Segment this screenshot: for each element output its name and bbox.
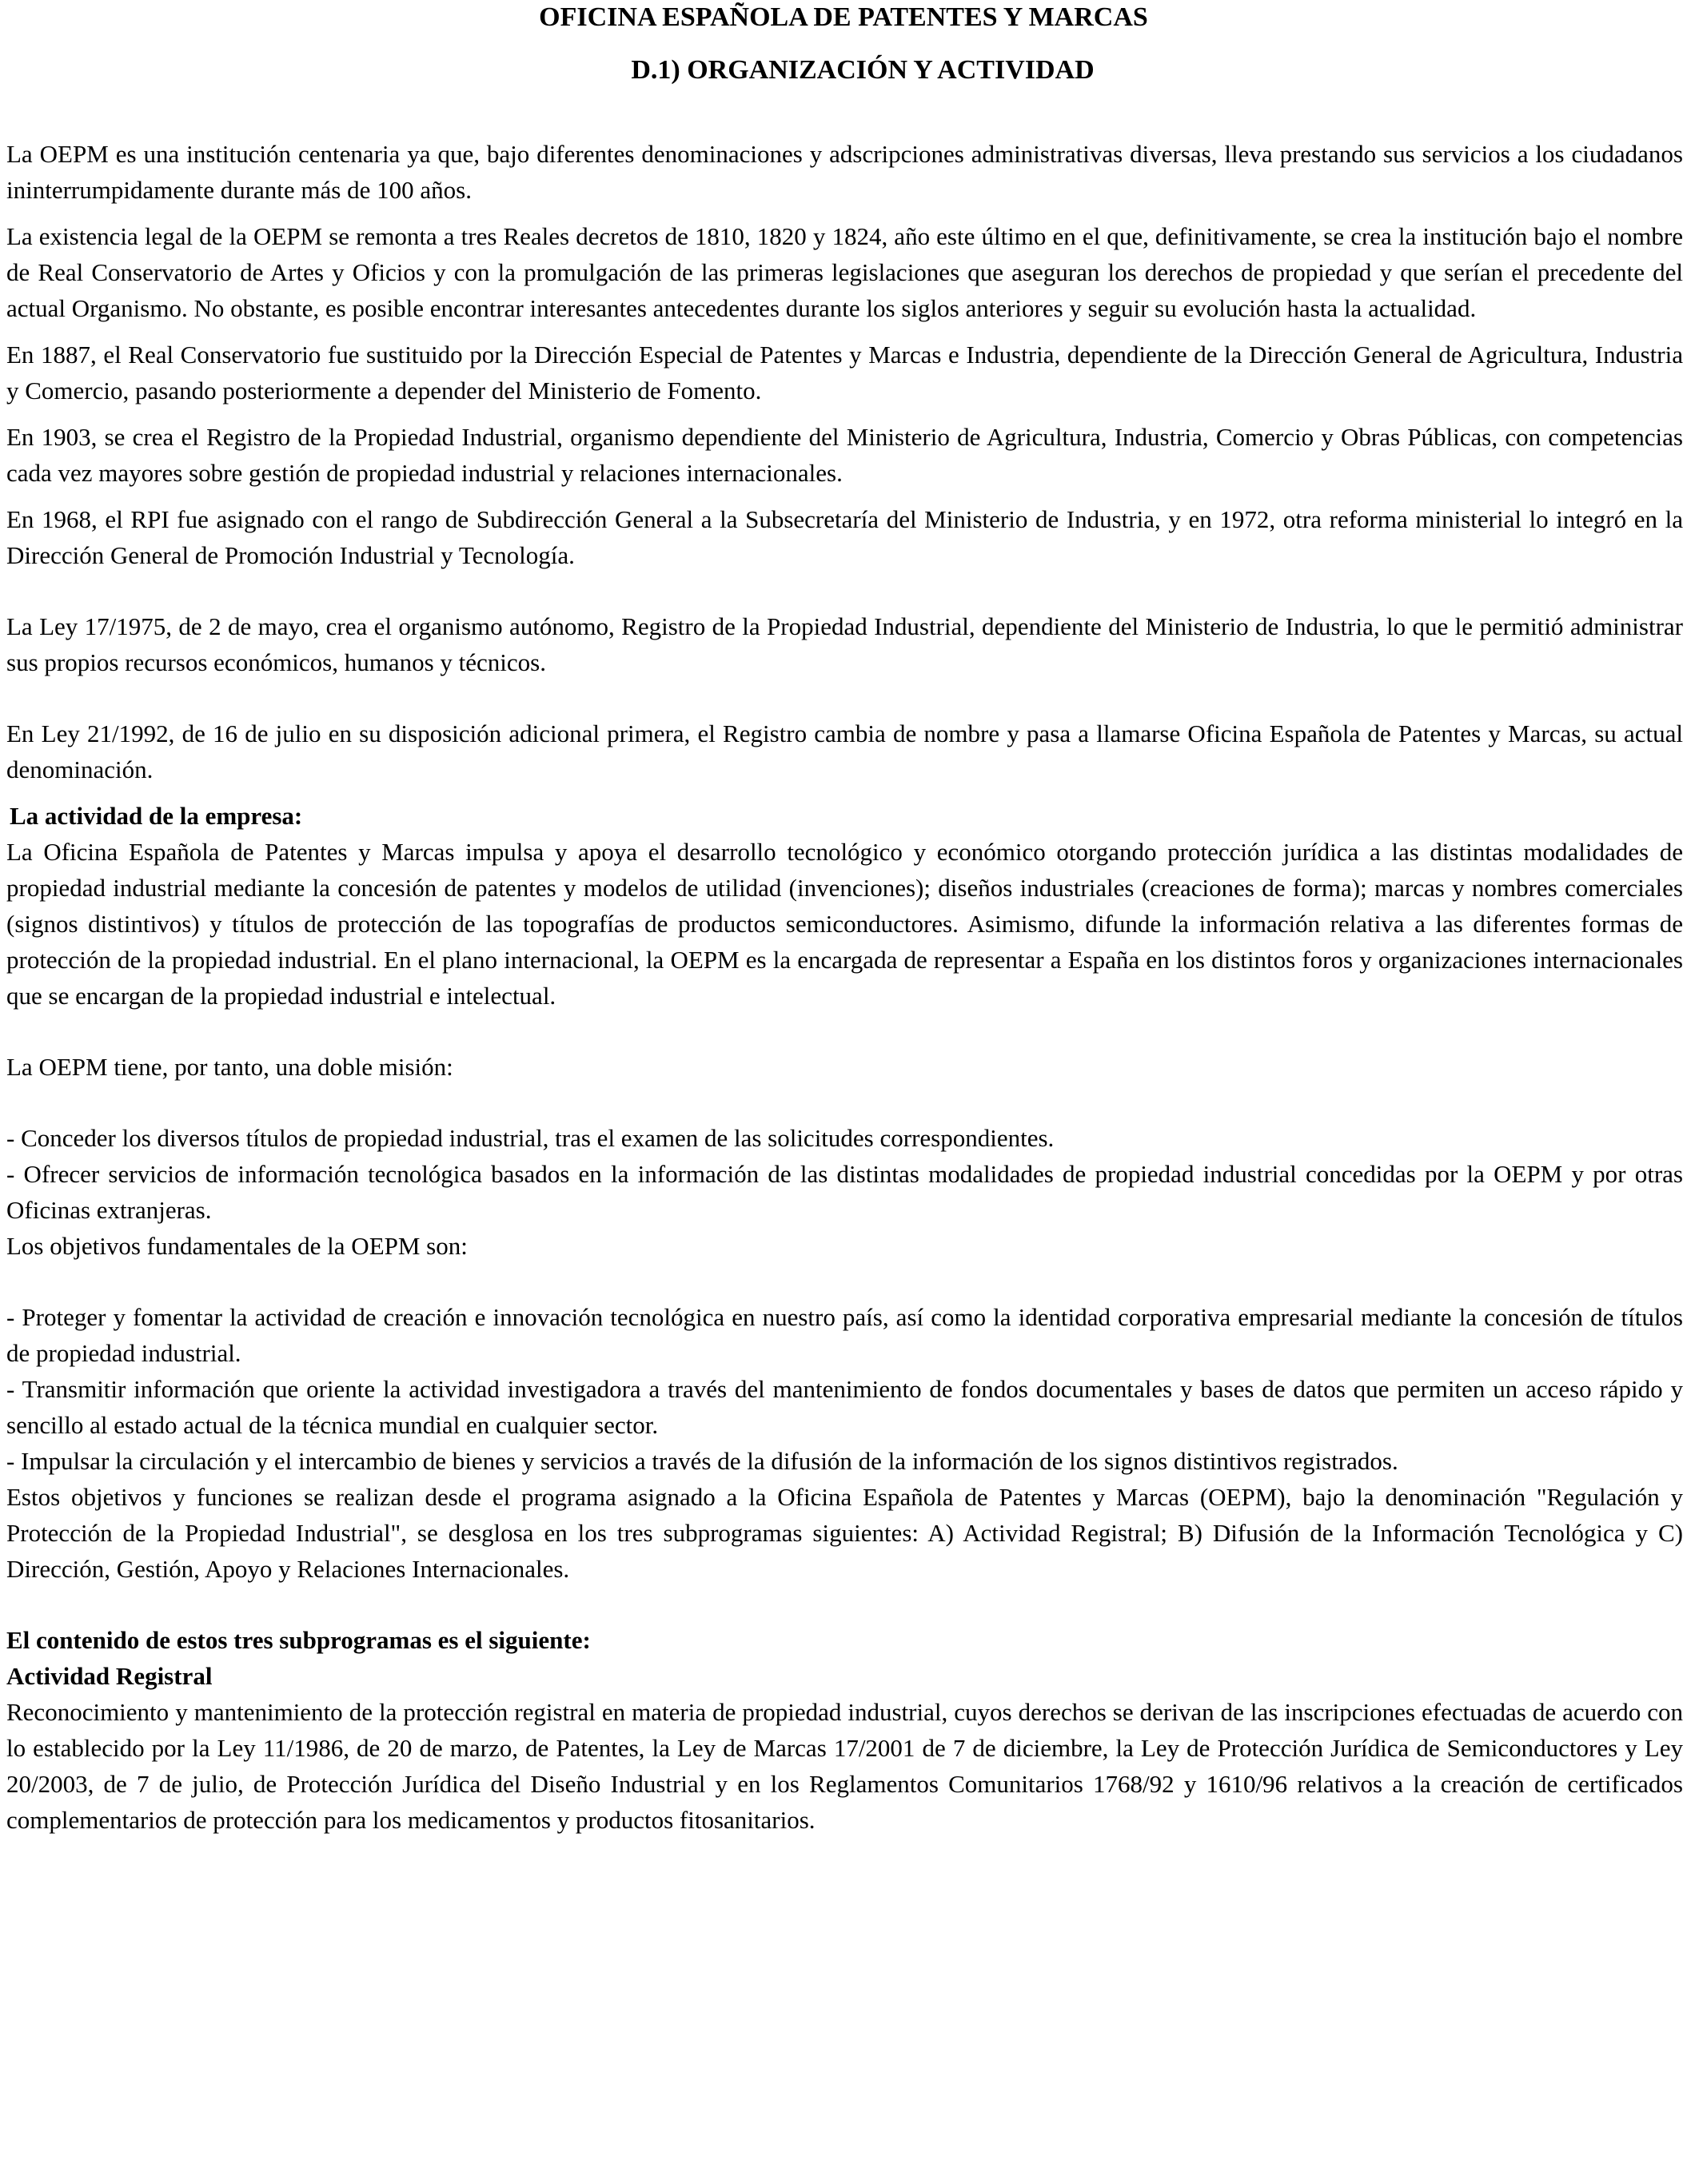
activity-paragraph: La Oficina Española de Patentes y Marcas impulsa y apoya el desarrollo tecnológico y económico otorgando protección jurídica a las distintas modalidades de propiedad industrial mediante la concesión de patentes y modelos de utilidad (invenciones); diseños industriales (creaciones de forma); marcas y nombres comerciales (signos distintivos) y títulos de protección de las topografías de productos semiconductores. Asimismo, difunde la información relativa a las diferentes formas de protección de la propiedad industrial. En el plano internacional, la OEPM es la encargada de representar a España en los distintos foros y organizaciones internacionales que se encargan de la propiedad industrial e intelectual. — [6, 838, 1683, 1010]
program-paragraph: Estos objetivos y funciones se realizan desde el programa asignado a la Oficina Española de Patentes y Marcas (OEPM), bajo la denominación "Regulación y Protección de la Propiedad Industrial", se desglosa en los tres subprogramas siguientes: A) Actividad Registral; B) Difusión de la Información Tecnológica y C) Dirección, Gestión, Apoyo y Relaciones Internacionales. — [6, 1483, 1683, 1583]
section-title: D.1) ORGANIZACIÓN Y ACTIVIDAD — [631, 55, 1095, 85]
history-paragraph-6: La Ley 17/1975, de 2 de mayo, crea el organismo autónomo, Registro de la Propiedad Industrial, dependiente del Ministerio de Industria, lo que le permitió administrar sus propios recursos económicos, humanos y técnicos. — [6, 612, 1683, 676]
mission-intro: La OEPM tiene, por tanto, una doble misión: — [6, 1053, 453, 1081]
document-body — [6, 136, 1683, 1838]
mission-item-2: - Ofrecer servicios de información tecnológica basados en la información de las distintas modalidades de propiedad industrial concedidas por la OEPM y por otras Oficinas extranjeras. — [6, 1160, 1683, 1224]
objectives-item-1: - Proteger y fomentar la actividad de creación e innovación tecnológica en nuestro país, así como la identidad corporativa empresarial mediante la concesión de títulos de propiedad industrial. — [6, 1303, 1683, 1367]
history-paragraph-7: En Ley 21/1992, de 16 de julio en su disposición adicional primera, el Registro cambia de nombre y pasa a llamarse Oficina Española de Patentes y Marcas, su actual denominación. — [6, 719, 1683, 783]
activity-heading: La actividad de la empresa: — [10, 802, 303, 830]
registral-paragraph: Reconocimiento y mantenimiento de la protección registral en materia de propiedad industrial, cuyos derechos se derivan de las inscripciones efectuadas de acuerdo con lo establecido por la Ley 11/1986, de 20 de marzo, de Patentes, la Ley de Marcas 17/2001 de 7 de diciembre, la Ley de Protección Jurídica de Semiconductores y Ley 20/2003, de 7 de julio, de Protección Jurídica del Diseño Industrial y en los Reglamentos Comunitarios 1768/92 y 1610/96 relativos a la creación de certificados complementarios de protección para los medicamentos y productos fitosanitarios. — [6, 1698, 1683, 1834]
objectives-item-2: - Transmitir información que oriente la actividad investigadora a través del mantenimiento de fondos documentales y bases de datos que permiten un acceso rápido y sencillo al estado actual de la técnica mundial en cualquier sector. — [6, 1375, 1683, 1439]
history-paragraph-5: En 1968, el RPI fue asignado con el rango de Subdirección General a la Subsecretaría del Ministerio de Industria, y en 1972, otra reforma ministerial lo integró en la Dirección General de Promoción Industrial y Tecnología. — [6, 505, 1683, 569]
history-paragraph-2: La existencia legal de la OEPM se remonta a tres Reales decretos de 1810, 1820 y 1824, año este último en el que, definitivamente, se crea la institución bajo el nombre de Real Conservatorio de Artes y Oficios y con la promulgación de las primeras legislaciones que aseguran los derechos de propiedad y que serían el precedente del actual Organismo. No obstante, es posible encontrar interesantes antecedentes durante los siglos anteriores y seguir su evolución hasta la actualidad. — [6, 222, 1683, 322]
objectives-intro: Los objetivos fundamentales de la OEPM son: — [6, 1232, 468, 1260]
objectives-item-3: - Impulsar la circulación y el intercambio de bienes y servicios a través de la difusión de la información de los signos distintivos registrados. — [6, 1447, 1398, 1475]
history-paragraph-3: En 1887, el Real Conservatorio fue sustituido por la Dirección Especial de Patentes y Marcas e Industria, dependiente de la Dirección General de Agricultura, Industria y Comercio, pasando posteriormente a depender del Ministerio de Fomento. — [6, 341, 1683, 405]
mission-item-1: - Conceder los diversos títulos de propiedad industrial, tras el examen de las solicitudes correspondientes. — [6, 1124, 1055, 1152]
subprograms-heading: El contenido de estos tres subprogramas es el siguiente: — [6, 1626, 591, 1654]
page-title: OFICINA ESPAÑOLA DE PATENTES Y MARCAS — [539, 2, 1148, 32]
history-paragraph-4: En 1903, se crea el Registro de la Propiedad Industrial, organismo dependiente del Ministerio de Agricultura, Industria, Comercio y Obras Públicas, con competencias cada vez mayores sobre gestión de propiedad industrial y relaciones internacionales. — [6, 423, 1683, 487]
history-paragraph-1: La OEPM es una institución centenaria ya que, bajo diferentes denominaciones y adscripciones administrativas diversas, lleva prestando sus servicios a los ciudadanos ininterrumpidamente durante más de 100 años. — [6, 140, 1683, 204]
registral-heading: Actividad Registral — [6, 1662, 213, 1690]
